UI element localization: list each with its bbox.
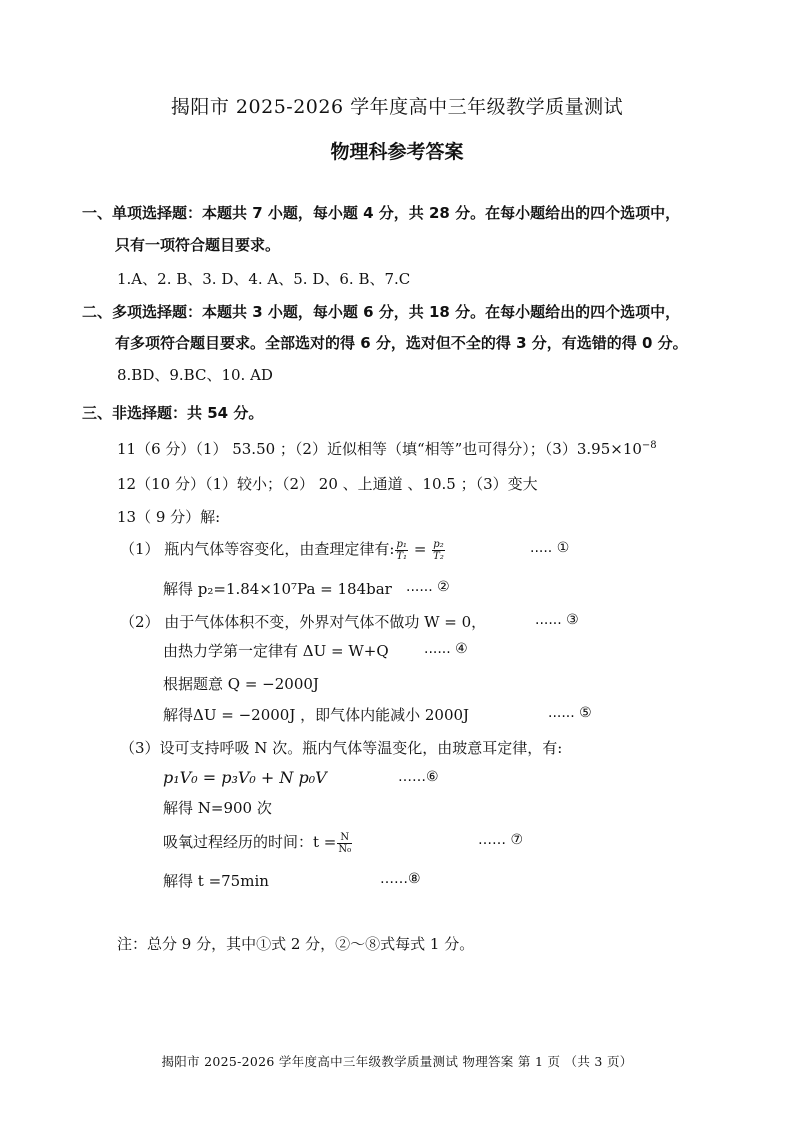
- section1-answers: 1.A、2. B、3. D、4. A、5. D、6. B、7.C: [117, 270, 411, 288]
- q13-part2-law: 由热力学第一定律有 ΔU = W+Q: [163, 642, 389, 660]
- q13-mark-5: ...... ⑤: [548, 705, 592, 721]
- page-subtitle: 物理科参考答案: [330, 141, 464, 163]
- q13-mark-2: ...... ②: [406, 579, 450, 595]
- fraction-p2-t2: $\frac{\text{p₂}}{\text{T₂}}$: [433, 538, 444, 562]
- q13-part3-time: [163, 831, 353, 855]
- q13-part1-result: 解得 p₂=1.84×10⁷Pa = 184bar: [163, 580, 392, 598]
- q13-mark-1: ..... ①: [530, 540, 570, 556]
- section2-answers: 8.BD、9.BC、10. AD: [117, 366, 273, 384]
- q13-mark-8: ……⑧: [380, 871, 421, 887]
- section1-heading: 一、单项选择题：本题共 7 小题，每小题 4 分，共 28 分。在每小题给出的四个选项中，: [82, 204, 681, 222]
- q13-part1: （1） 瓶内气体等容变化，由查理定律有: $\frac{\text{p₁}}{\text{T₁}}$ = $\frac{\text{p₂}}{\text{T₂}}$: [120, 538, 444, 562]
- q11-text: 11（6 分）（1） 53.50 ；（2）近似相等（填“相等”也可得分）；（3）3.95×10: [117, 440, 642, 458]
- q13-part2-result: 解得ΔU = −2000J ，即气体内能减小 2000J: [163, 706, 470, 724]
- fraction-p1-t1: $\frac{\text{p₁}}{\text{T₁}}$: [396, 538, 408, 562]
- q13-part2-given: 根据题意 Q = −2000J: [163, 675, 319, 693]
- scoring-note: 注：总分 9 分，其中①式 2 分，②～⑧式每式 1 分。: [117, 935, 475, 953]
- q13-heading: 13（ 9 分）解:: [117, 508, 221, 526]
- q11-exponent: −8: [641, 440, 657, 451]
- q13-part1-text: （1） 瓶内气体等容变化，由查理定律有:: [120, 540, 395, 558]
- q12-answer: 12（10 分）（1）较小；（2） 20 、上通道 、10.5 ；（3）变大: [117, 475, 538, 493]
- q11-answer: [117, 438, 657, 459]
- fraction-n-n0: $\frac{N}{\text{N₀}}$: [338, 831, 352, 855]
- section2-heading-cont: 有多项符合题目要求。全部选对的得 6 分，选对但不全的得 3 分，有选错的得 0 分。: [115, 334, 688, 352]
- q13-part3-final: 解得 t =75min: [163, 872, 269, 890]
- q13-mark-4: ...... ④: [424, 641, 468, 657]
- q13-mark-6: ……⑥: [398, 769, 439, 785]
- section3-heading: 三、非选择题：共 54 分。: [82, 404, 264, 422]
- q13-part3-result: 解得 N=900 次: [163, 799, 272, 817]
- page-title: 揭阳市 2025-2026 学年度高中三年级教学质量测试: [170, 96, 624, 118]
- section1-heading-cont: 只有一项符合题目要求。: [115, 236, 281, 254]
- q13-part3: （3）设可支持呼吸 N 次。瓶内气体等温变化，由玻意耳定律，有:: [120, 739, 563, 757]
- q13-part3-equation: p₁V₀ = p₃V₀ + N p₀V: [163, 768, 327, 787]
- section2-heading: 二、多项选择题：本题共 3 小题，每小题 6 分，共 18 分。在每小题给出的四个选项中，: [82, 303, 681, 321]
- q13-mark-3: ...... ③: [535, 612, 579, 628]
- q13-mark-7: …… ⑦: [478, 832, 524, 848]
- q13-part3-time-text: 吸氧过程经历的时间：t =: [163, 833, 337, 851]
- q13-part2: （2） 由于气体体积不变，外界对气体不做功 W = 0，: [120, 613, 487, 631]
- page-footer: 揭阳市 2025-2026 学年度高中三年级教学质量测试 物理答案 第 1 页 （共 3 页）: [161, 1054, 633, 1069]
